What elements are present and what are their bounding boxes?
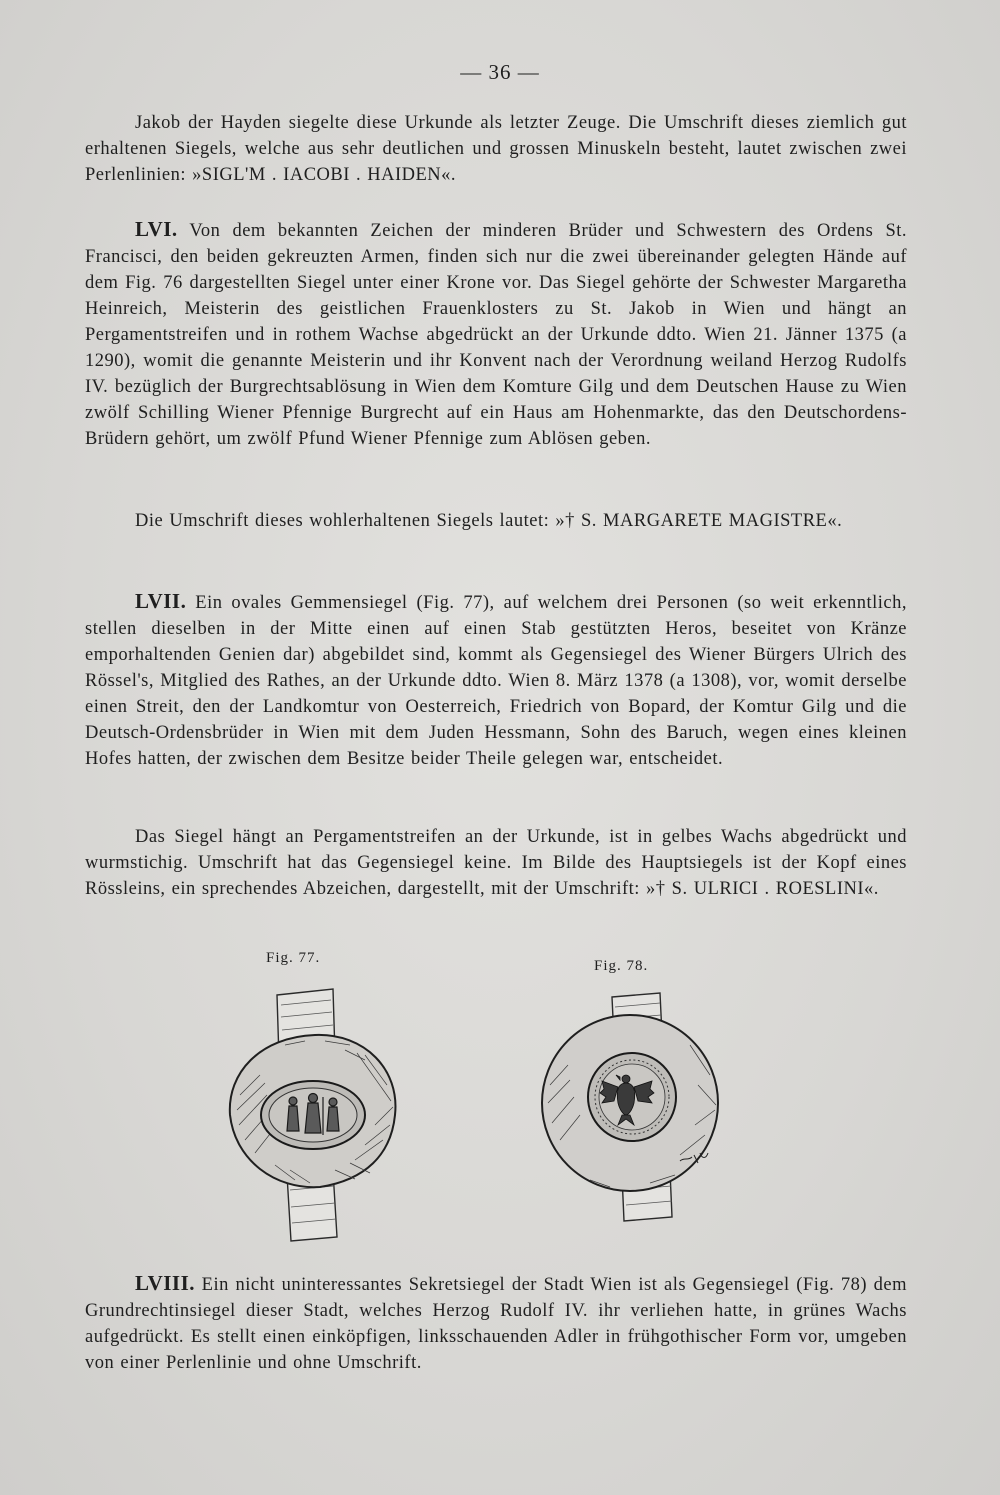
figure-78-seal-illustration — [530, 985, 730, 1225]
paragraph-text: Die Umschrift dieses wohlerhaltenen Siegels lautet: »† S. MARGARETE MAGISTRE«. — [135, 511, 843, 531]
figure-77-seal-illustration — [215, 975, 415, 1245]
section-number: LVI. — [135, 217, 178, 241]
figure-78-caption: Fig. 78. — [594, 958, 649, 974]
paragraph-text: Von dem bekannten Zeichen der minderen Brüder und Schwestern des Ordens St. Francisci, den beiden gekreuzten Armen, finden sich nur die zwei übereinander gelegten Hände auf dem Fig. 76 dargestellten Siegel unter einer Krone vor. Das Siegel gehörte der Schwester Margaretha Heinreich, Meisterin des geistlichen Frauenklosters zu St. Jakob in Wien und hängt an Pergamentstreifen und in rothem Wachse abgedrückt an der Urkunde ddto. Wien 21. Jänner 1375 (a 1290), womit die genannte Meisterin und ihr Konvent nach der Verordnung weiland Herzog Rudolfs IV. bezüglich der Burgrechtsablösung in Wien dem Komture Gilg und dem Deutschen Hause zu Wien zwölf Schilling Wiener Pfennige Burgrecht auf ein Haus am Hohenmarkte, das den Deutschordens-Brüdern gehört, um zwölf Pfund Wiener Pfennige zum Ablösen geben. — [85, 221, 907, 449]
figure-77-caption: Fig. 77. — [266, 950, 321, 966]
paragraph-text: Das Siegel hängt an Pergamentstreifen an der Urkunde, ist in gelbes Wachs abgedrückt und wurmstichig. Umschrift hat das Gegensiegel keine. Im Bilde des Hauptsiegels ist der Kopf eines Rössleins, ein sprechendes Abzeichen, dargestellt, mit der Umschrift: »† S. ULRICI . ROESLINI«. — [85, 827, 907, 899]
paragraph-text: Jakob der Hayden siegelte diese Urkunde als letzter Zeuge. Die Umschrift dieses ziemlich gut erhaltenen Siegels, welche aus sehr deutlichen und grossen Minuskeln besteht, lautet zwischen zwei Perlenlinien: »SIGL'M . IACOBI . HAIDEN«. — [85, 113, 907, 185]
paragraph-margarete-inscription — [85, 508, 907, 534]
section-number: LVII. — [135, 589, 187, 613]
paragraph-text: Ein ovales Gemmensiegel (Fig. 77), auf welchem drei Personen (so weit erkenntlich, stellen dieselben in der Mitte einen auf einen Stab gestützten Heros, beseitet von Kränze emporhaltenden Genien dar) abgebildet sind, kommt als Gegensiegel des Wiener Bürgers Ulrich des Rössel's, Mitglied des Rathes, an der Urkunde ddto. Wien 8. März 1378 (a 1308), vor, womit derselbe einen Streit, den der Landkomtur von Oesterreich, Friedrich von Bopard, der Komtur Gilg und die Deutsch-Ordensbrüder in Wien mit dem Juden Hessmann, Sohn des Baruch, wegen eines kleinen Hofes hatten, der zwischen dem Besitze beider Theile gelegen war, entscheidet. — [85, 593, 907, 769]
paragraph-roeslini-seal — [85, 824, 907, 902]
section-number: LVIII. — [135, 1271, 196, 1295]
section-lvi — [85, 216, 907, 452]
paragraph-text: Ein nicht uninteressantes Sekretsiegel der Stadt Wien ist als Gegensiegel (Fig. 78) dem Grundrechtinsiegel dieser Stadt, welches Herzog Rudolf IV. ihr verliehen hatte, in grünes Wachs aufgedrückt. Es stellt einen einköpfigen, linksschauenden Adler in frühgothischer Form vor, umgeben von einer Perlenlinie und ohne Umschrift. — [85, 1275, 907, 1373]
section-lviii — [85, 1270, 907, 1376]
page-number: — 36 — — [460, 60, 540, 84]
paragraph-hayden-seal — [85, 110, 907, 188]
section-lvii — [85, 588, 907, 772]
